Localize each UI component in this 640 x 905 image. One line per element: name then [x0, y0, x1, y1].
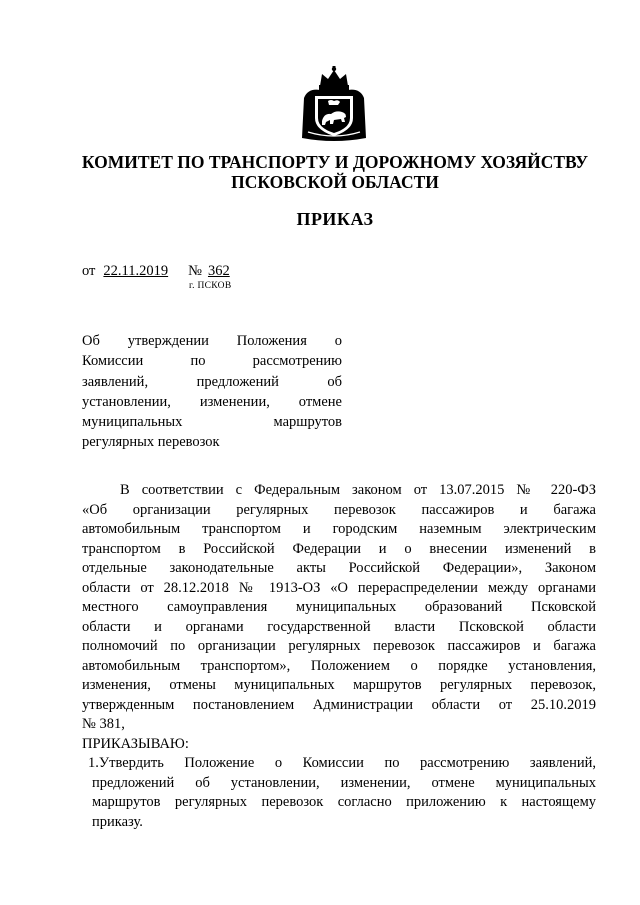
- body-line: изменения, отмены муниципальных маршрутов регулярных перевозок,: [82, 677, 596, 693]
- document-date: 22.11.2019: [103, 263, 169, 279]
- number-label: №: [188, 263, 202, 279]
- document-number: 362: [207, 263, 230, 279]
- subject-line: установлении, изменении, отмене: [82, 393, 342, 410]
- body-line: автомобильным транспортом», Положением о порядке установления,: [82, 657, 596, 674]
- document-subject: [82, 331, 342, 453]
- body-line: области и органами государственной власти Псковской области: [82, 618, 596, 635]
- document-body: [82, 481, 596, 832]
- order-keyword: ПРИКАЗЫВАЮ:: [82, 735, 189, 752]
- subject-line: регулярных перевозок: [82, 434, 220, 451]
- body-line: приказу.: [92, 813, 143, 830]
- body-line: области от 28.12.2018 № 1913-ОЗ «О перераспределении между органами: [82, 579, 596, 596]
- body-line: автомобильным транспортом и городским наземным электрическим: [82, 521, 596, 537]
- body-line: полномочий по организации регулярных перевозок пассажиров и багажа: [82, 638, 596, 654]
- body-line: В соответствии с Федеральным законом от 13.07.2015 № 220-ФЗ: [120, 482, 596, 498]
- body-line: транспортом в Российской Федерации и о внесении изменений в: [82, 540, 596, 557]
- body-line: маршрутов регулярных перевозок согласно приложению к настоящему: [92, 794, 596, 810]
- body-line: 1.Утвердить Положение о Комиссии по рассмотрению заявлений,: [88, 755, 596, 771]
- organization-name-line2: ПСКОВСКОЙ ОБЛАСТИ: [231, 172, 439, 192]
- body-line: № 381,: [82, 716, 125, 732]
- body-line: отдельные законодательные акты Российской Федерации», Законом: [82, 560, 596, 576]
- pskov-region-coat-of-arms-icon: [298, 66, 370, 144]
- body-line: утвержденным постановлением Администрации области от 25.10.2019: [82, 696, 596, 713]
- city-label: г. ПСКОВ: [189, 281, 232, 291]
- subject-line: заявлений, предложений об: [82, 373, 342, 390]
- organization-name-line1: КОМИТЕТ ПО ТРАНСПОРТУ И ДОРОЖНОМУ ХОЗЯЙСТВУ: [81, 152, 589, 172]
- body-line: предложений об установлении, изменении, отмене муниципальных: [92, 774, 596, 791]
- body-line: «Об организации регулярных перевозок пассажиров и багажа: [82, 501, 596, 518]
- document-type-title: ПРИКАЗ: [296, 209, 374, 229]
- date-prefix: от: [82, 263, 96, 279]
- date-number-line: [82, 263, 230, 280]
- subject-line: Комиссии по рассмотрению: [82, 353, 342, 370]
- subject-line: Об утверждении Положения о: [82, 333, 342, 349]
- body-line: местного самоуправления муниципальных образований Псковской: [82, 599, 596, 615]
- subject-line: муниципальных маршрутов: [82, 414, 342, 431]
